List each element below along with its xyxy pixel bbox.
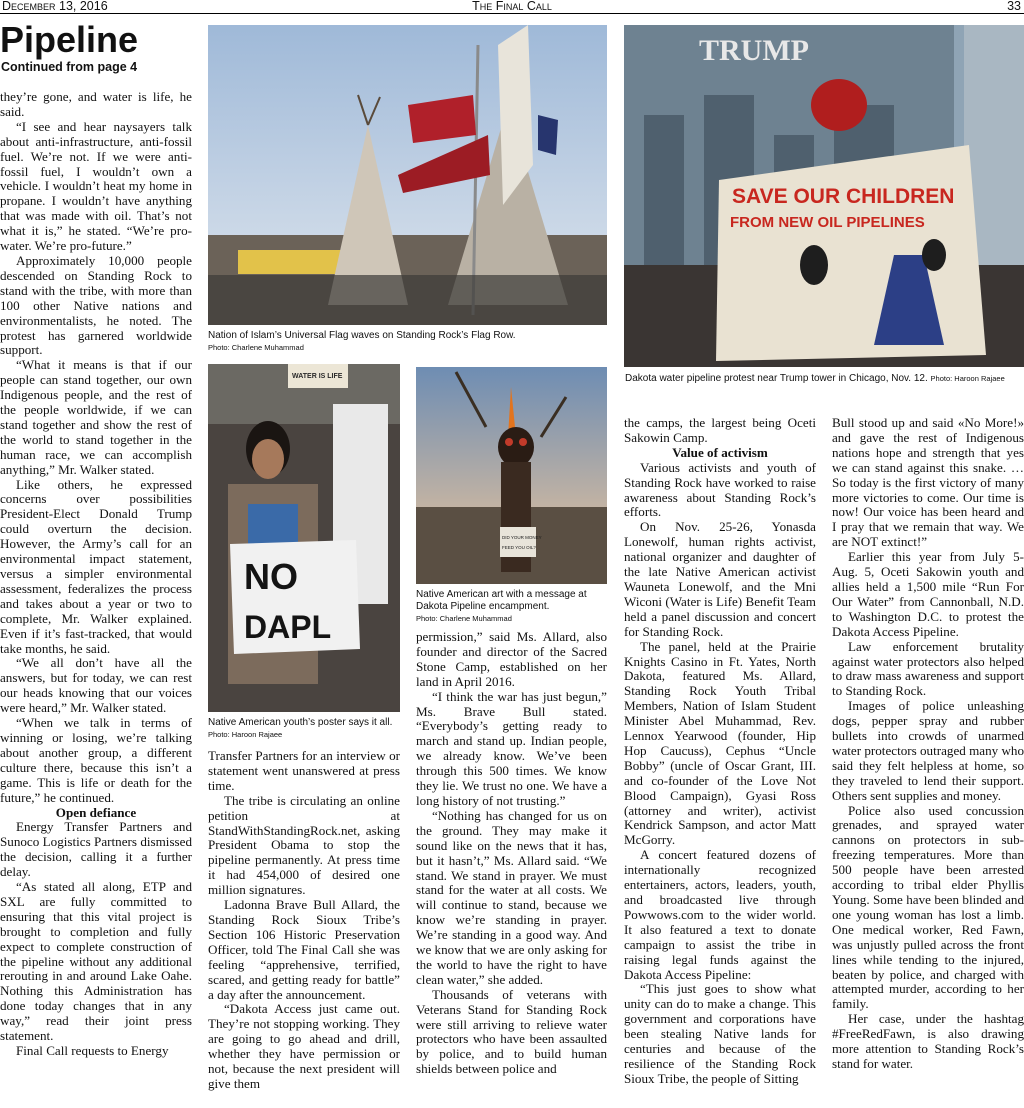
paragraph: Her case, under the hashtag #FreeRedFawn, is also drawing more attention to Standing Rock’s stand for water. — [832, 1011, 1024, 1071]
issue-date: December 13, 2016 — [2, 0, 108, 13]
youth-poster-credit: Photo: Haroon Rajaee — [208, 730, 283, 739]
page-header — [0, 0, 1024, 13]
paragraph: Images of police unleashing dogs, pepper spray and rubber bullets into crowds of unarmed water protectors outraged many who said they felt helpless at home, so they traveled to lend their support. Others sent supplies and money. — [832, 698, 1024, 803]
no-dapl-youth-photo — [208, 364, 400, 712]
paragraph: Like others, he expressed concerns over possibilities President-Elect Donald Trump could overturn the decision. However, the Army’s call for an environmental impact statement, versus a simpler environmental assessment, federalizes the process and takes about a year or two to complete, Mr. Walker explained. Even if it’s fast-tracked, that would take months, he said. — [0, 476, 192, 656]
paragraph: Police also used concussion grenades, and sprayed water cannons on protectors in sub-freezing temperatures. More than 500 people have been arrested according to tribal elder Phyllis Young. Some have been blinded and one young woman has lost a limb. One medical worker, Red Fawn, was unjustly pulled across the front lines while tending to the injured, beaten by police, and charged with attempted murder, according to her family. — [832, 802, 1024, 1012]
youth-poster-caption — [208, 717, 400, 741]
paragraph: “When we talk in terms of winning or losing, we’re talking about another group, a different culture there, because this isn’t a game. This is life or death for the future,” he continued. — [0, 715, 192, 805]
art-sign-line-1: DID YOUR MONEY — [502, 535, 542, 540]
trump-tower-caption-text: Dakota water pipeline protest near Trump tower in Chicago, Nov. 12. — [625, 373, 928, 384]
paragraph: Ladonna Brave Bull Allard, the Standing Rock Sioux Tribe’s Section 106 Historic Preservation Officer, told The Final Call she was feeling “apprehensive, terrified, scared, and getting ready for battle” a day after the announcement. — [208, 897, 400, 1002]
page-number: 33 — [1007, 0, 1021, 13]
paragraph: “I think the war has just begun,” Ms. Brave Bull stated. “Everybody’s getting ready to march and stand up. Indian people, we already know. We’ve been through this 500 times. We know they lie. We trust no one. We have a long history of not trusting.” — [416, 688, 607, 808]
paragraph: Approximately 10,000 people descended on Standing Rock to stand with the tribe, with more than 100 other Native nations and environmentalists, he noted. The protest has garnered worldwide support. — [0, 252, 192, 358]
subhead-open-defiance: Open defiance — [55, 804, 137, 820]
youth-poster-caption-text: Native American youth’s poster says it all. — [208, 717, 393, 728]
flag-row-photo — [208, 25, 607, 325]
sign-dapl: DAPL — [244, 609, 332, 645]
paragraph: Final Call requests to Energy — [16, 1043, 169, 1058]
paragraph: Thousands of veterans with Veterans Stand for Standing Rock were still arriving to relieve water protectors who have been assaulted by police, and to build human shields between police and — [416, 986, 607, 1077]
trump-tower-credit: Photo: Haroon Rajaee — [930, 374, 1005, 383]
flag-row-credit: Photo: Charlene Muhammad — [208, 343, 304, 352]
flag-row-caption — [208, 330, 607, 354]
paragraph: “I see and hear naysayers talk about anti-infrastructure, anti-fossil fuel. We’re not. If we were anti-fossil fuel, I wouldn’t own a vehicle. I wouldn’t heat my home in propane. I wouldn’t have anything that was made with oil. That’s not what it is,” he stated. “We’re pro-water. We’re pro-future.” — [0, 118, 192, 254]
paragraph: the camps, the largest being Oceti Sakowin Camp. — [624, 416, 816, 445]
sign-new-oil-pipelines: FROM NEW OIL PIPELINES — [730, 214, 925, 231]
sign-no: NO — [244, 556, 298, 597]
continued-note: Continued from page 4 — [1, 60, 138, 74]
native-art-credit: Photo: Charlene Muhammad — [416, 614, 512, 623]
paragraph: “As stated all along, ETP and SXL are fully committed to ensuring that this vital project is brought to completion and fully expect to complete construction of the pipeline without any additional rerouting in and around Lake Oahe. Nothing this Administration has done today changes that in any way,” read their joint press statement. — [0, 879, 192, 1044]
paragraph: permission,” said Ms. Allard, also founder and director of the Sacred Stone Camp, established on her land in April 2016. — [416, 630, 607, 689]
article-column-4 — [624, 416, 816, 1106]
paragraph: “Dakota Access just came out. They’re not stopping working. They are going to go ahead and drill, whether they have permission or not, because the next president will give them — [208, 1001, 400, 1091]
paragraph: Various activists and youth of Standing Rock have worked to raise awareness about Standing Rock’s efforts. — [624, 459, 816, 520]
sign-save-our-children: SAVE OUR CHILDREN — [732, 185, 955, 208]
trump-tower-caption — [625, 373, 1023, 385]
trump-tower-protest-photo — [624, 25, 1024, 367]
native-art-caption — [416, 589, 607, 625]
trump-sign-text: TRUMP — [699, 34, 809, 67]
paragraph: “What it means is that if our people can stand together, our own Indigenous people, and the rest of the people worldwide, if we can stand together and show the rest of the world to stand together in the human race, we can accomplish anything,” Mr. Walker stated. — [0, 357, 192, 477]
native-art-caption-text: Native American art with a message at Dakota Pipeline encampment. — [416, 589, 587, 612]
paragraph: “Nothing has changed for us on the ground. They may make it sound like on the news that it has, but it hasn’t,” Ms. Allard said. “We stand. We stand in prayer. We must stand for the water at all costs. We will continue to stand, because we know we’re standing in prayer. We’re standing in a good way. And we know that we are only asking for the world to have the right to have clean water,” she added. — [416, 807, 607, 987]
article-column-1 — [0, 90, 192, 1106]
paragraph: The panel, held at the Prairie Knights Casino in Ft. Yates, North Dakota, featured Ms. Allard, Standing Rock Youth Tribal Members, Nation of Islam Student Minister Abel Muhammad, Rev. Lennox Yearwood (founder, Hip Hop Caucuss), Cephus “Uncle Bobby” (uncle of Oscar Grant, III. and co-founder of the Love Not Blood Campaign), Gyasi Ross (attorney and writer), activist Kendrick Sampson, and actor Matt McGorry. — [624, 638, 816, 848]
subhead-value-of-activism: Value of activism — [672, 444, 768, 460]
paragraph: “This just goes to show what unity can do to make a change. This government and corporations have been stealing Native lands for centuries and because of the resilience of the Standing Rock Sioux Tribe, the people of Sitting — [624, 981, 816, 1086]
paragraph: On Nov. 25-26, Yonasda Lonewolf, human rights activist, national organizer and daughter of the late Native American activist Wauneta Lonewolf, and the Mni Wiconi (Water is Life) Benefit Team held a panel discussion and concert for Standing Rock. — [624, 519, 816, 639]
art-sign-line-2: FEED YOU OIL? — [502, 545, 536, 550]
article-column-3 — [416, 630, 607, 1106]
flag-row-caption-text: Nation of Islam’s Universal Flag waves on Standing Rock’s Flag Row. — [208, 330, 516, 341]
paragraph: Earlier this year from July 5-Aug. 5, Oceti Sakowin youth and allies held a 1,500 mile “Run For Our Water” from Cannonball, N.D. to Washington D.C. to protest the Dakota Access Pipeline. — [832, 549, 1024, 639]
paragraph: A concert featured dozens of internationally recognized entertainers, actors, leaders, youth, and broadcasted live through Powwows.com to the wider world. It also featured a text to donate campaign to assist the tribe in raising legal funds against the Dakota Access Pipeline: — [624, 847, 816, 982]
paragraph: Energy Transfer Partners and Sunoco Logistics Partners dismissed the decision, calling it a further delay. — [0, 819, 192, 880]
publication-name: The Final Call — [472, 0, 552, 13]
paragraph: Bull stood up and said «No More!» and gave the rest of Indigenous nations hope and strength that yes we can stand against this snake. … So today is the first victory of many more victories to come. Our time is now! Our voice has been heard and I pray that we remain that way. We are NOT extinct!” — [832, 416, 1024, 550]
native-art-photo — [416, 367, 607, 584]
article-title: Pipeline — [0, 19, 139, 60]
sign-water-is-life: WATER IS LIFE — [292, 373, 343, 380]
paragraph: they’re gone, and water is life, he said. — [0, 90, 192, 119]
article-column-2 — [208, 749, 400, 1106]
header-rule — [0, 13, 1024, 14]
paragraph: “We all don’t have all the answers, but for today, we can rest our heads knowing that our voices were heard,” Mr. Walker stated. — [0, 655, 192, 716]
paragraph: Transfer Partners for an interview or statement went unanswered at press time. — [208, 749, 400, 793]
paragraph: The tribe is circulating an online petition at StandWithStandingRock.net, asking President Obama to stop the pipeline permanently. At press time it had 454,000 of desired one million signatures. — [208, 792, 400, 898]
paragraph: Law enforcement brutality against water protectors also helped to draw mass awareness and support to Standing Rock. — [832, 638, 1024, 699]
article-column-5 — [832, 416, 1024, 1106]
